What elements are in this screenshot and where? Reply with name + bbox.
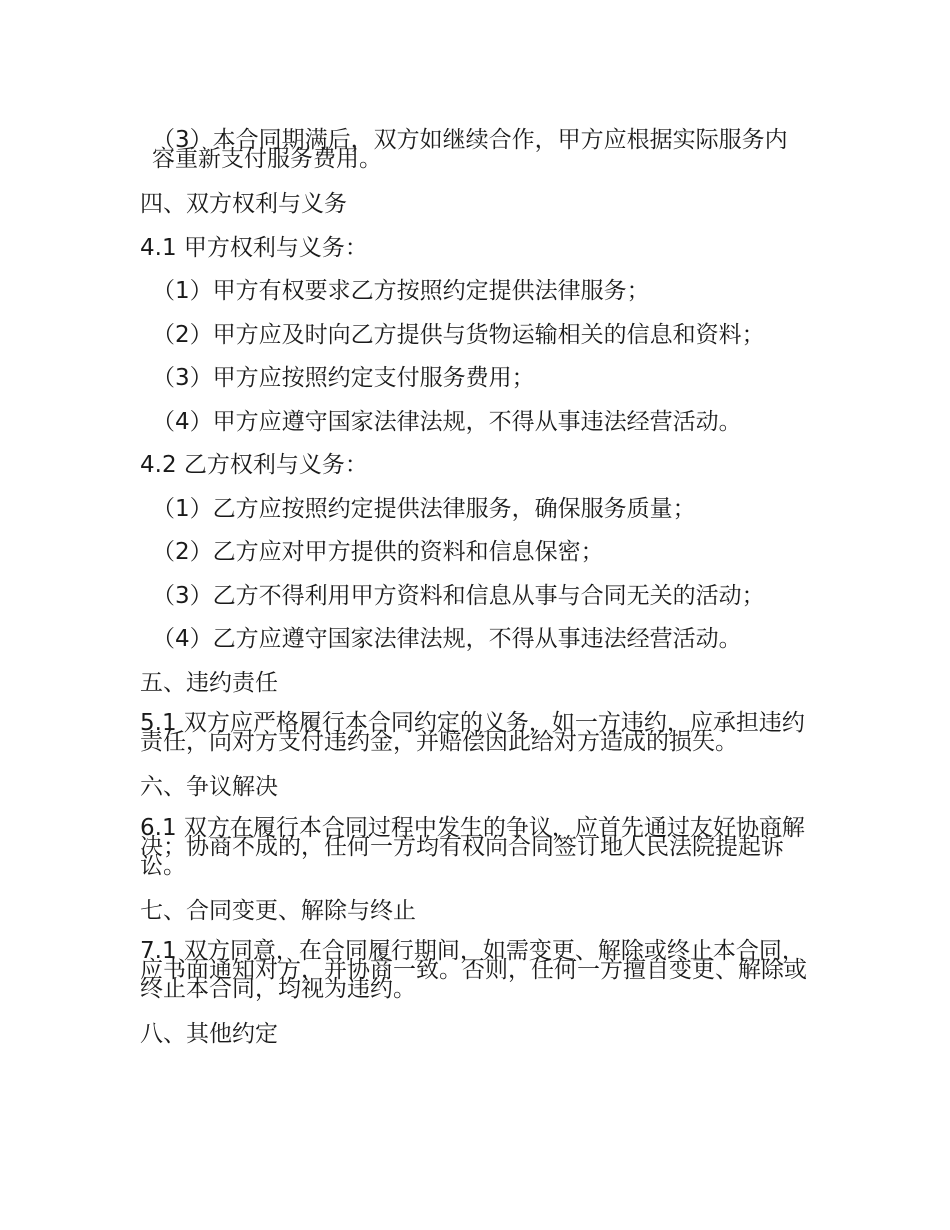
clause-4-1-2: （2）甲方应及时向乙方提供与货物运输相关的信息和资料； [152,321,765,348]
clause-4-1-3: （3）甲方应按照约定支付服务费用； [152,365,535,391]
clause-3-3: （3）本合同期满后，双方如继续合作，甲方应根据实际服务内容重新支付服务费用。 [152,127,788,172]
clause-4-2-3: （3）乙方不得利用甲方资料和信息从事与合同无关的活动； [152,582,765,609]
clause-4-1-heading: 4.1 甲方权利与义务： [140,234,368,261]
clause-4-2-heading: 4.2 乙方权利与义务： [140,452,368,478]
clause-4-1-1: （1）甲方有权要求乙方按照约定提供法律服务； [152,278,650,304]
section-8-heading: 八、其他约定 [140,1021,278,1047]
section-7-heading: 七、合同变更、解除与终止 [140,897,416,924]
clause-4-2-2: （2）乙方应对甲方提供的资料和信息保密； [152,539,604,565]
clause-6-1: 6.1 双方在履行本合同过程中发生的争议，应首先通过友好协商解决；协商不成的，任何一方均有权向合同签订地人民法院提起诉讼。 [140,814,805,879]
clause-4-2-4: （4）乙方应遵守国家法律法规，不得从事违法经营活动。 [152,626,742,652]
section-4-heading: 四、双方权利与义务 [140,191,347,217]
clause-5-1: 5.1 双方应严格履行本合同约定的义务，如一方违约，应承担违约责任，向对方支付违约金，并赔偿因此给对方造成的损失。 [140,710,805,755]
clause-4-2-1: （1）乙方应按照约定提供法律服务，确保服务质量； [152,495,696,522]
section-5-heading: 五、违约责任 [140,669,278,696]
clause-4-1-4: （4）甲方应遵守国家法律法规，不得从事违法经营活动。 [152,408,742,435]
document-body [140,128,810,1063]
clause-7-1: 7.1 双方同意，在合同履行期间，如需变更、解除或终止本合同，应书面通知对方，并协商一致。否则，任何一方擅自变更、解除或终止本合同，均视为违约。 [140,938,807,1002]
section-6-heading: 六、争议解决 [140,774,278,800]
